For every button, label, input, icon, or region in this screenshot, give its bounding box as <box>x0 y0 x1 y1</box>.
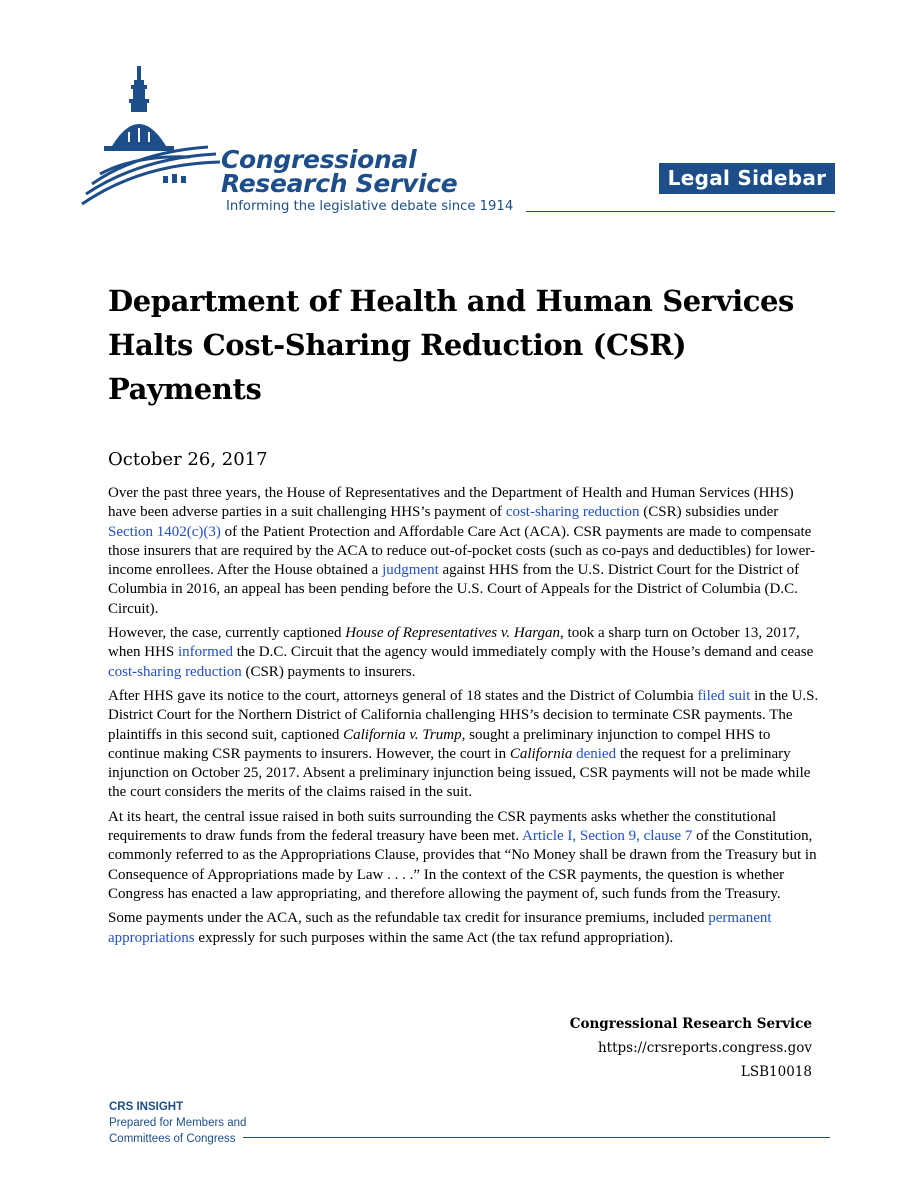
crs-capitol-dome-logo <box>80 64 220 219</box>
text-run: of the Constitution, commonly referred to as the Appropriations Clause, provides that “No Money shall be drawn from the Treasury but in Consequence of Appropriations made by Law . . . .” In the context of the CSR payments, the question is whether Congress has enacted a law appropriating, and therefore allowing the payment of, such funds from the Treasury. <box>108 828 817 902</box>
product-id: LSB10018 <box>740 1064 812 1080</box>
link-cost-sharing-reduction[interactable]: cost-sharing reduction <box>505 504 640 521</box>
case-name: California v. Trump <box>343 726 462 743</box>
link-section-1402[interactable]: Section 1402(c)(3) <box>108 523 221 540</box>
article-title: Department of Health and Human Services Halts Cost-Sharing Reduction (CSR) Payments <box>108 284 794 406</box>
org-tagline: Informing the legislative debate since 1914 <box>226 199 514 214</box>
org-name-line2: Research Service <box>221 169 458 198</box>
paragraph-1 <box>108 484 820 619</box>
link-informed[interactable]: informed <box>178 644 233 661</box>
publisher-url[interactable]: https://crsreports.congress.gov <box>597 1040 812 1056</box>
footer-divider <box>243 1137 830 1138</box>
paragraph-3 <box>108 687 820 803</box>
paragraph-2 <box>108 624 820 682</box>
text-run: , took a sharp turn on October 13, 2017, when HHS <box>108 625 800 661</box>
text-run: expressly for such purposes within the same Act (the tax refund appropriation). <box>194 929 674 946</box>
text-run: the D.C. Circuit that the agency would immediately comply with the House’s demand and cease <box>232 644 814 661</box>
text-run: (CSR) subsidies under <box>639 504 779 521</box>
article-date: October 26, 2017 <box>108 449 268 470</box>
insight-line-2: Committees of Congress <box>109 1133 236 1145</box>
text-run: After HHS gave its notice to the court, attorneys general of 18 states and the District of Columbia <box>108 687 698 704</box>
paragraph-5 <box>108 909 820 948</box>
article-body <box>108 484 820 953</box>
crs-insight-block <box>109 1099 246 1147</box>
link-filed-suit[interactable]: filed suit <box>697 687 751 704</box>
text-run: of the Patient Protection and Affordable Care Act (ACA). CSR payments are made to compensate those insurers that are required by the ACA to reduce out-of-pocket costs (such as co-pays and deductibles) for lower-income enrollees. After the House obtained a <box>108 523 815 579</box>
text-run: the request for a preliminary injunction on October 25, 2017. Absent a preliminary injunction being issued, CSR payments will not be made while the court considers the merits of the claims raised in the suit. <box>108 745 811 801</box>
link-article-i-section-9[interactable]: Article I, Section 9, clause 7 <box>522 828 693 845</box>
text-run: Some payments under the ACA, such as the refundable tax credit for insurance premiums, included <box>108 910 709 927</box>
insight-line-1: Prepared for Members and <box>109 1117 247 1129</box>
link-cost-sharing-reduction-2[interactable]: cost-sharing reduction <box>108 663 242 680</box>
text-run: However, the case, currently captioned <box>108 625 346 642</box>
text-run: against HHS from the U.S. District Court for the District of Columbia in 2016, an appeal has been pending before the U.S. Court of Appeals for the District of Columbia (D.C. Circuit). <box>108 562 800 617</box>
link-judgment[interactable]: judgment <box>382 562 439 579</box>
text-run: Over the past three years, the House of Representatives and the Department of Health and Human Services (HHS) have been adverse parties in a suit challenging HHS’s payment of <box>108 485 794 521</box>
case-name: California <box>509 745 573 762</box>
text-run: in the U.S. District Court for the Northern District of California challenging HHS’s decision to terminate CSR payments. The plaintiffs in this second suit, captioned <box>108 687 819 743</box>
case-name: House of Representatives v. Hargan <box>345 625 561 642</box>
publisher-info <box>570 1012 812 1084</box>
header-divider <box>526 211 835 212</box>
publisher-name: Congressional Research Service <box>569 1016 812 1032</box>
legal-sidebar-badge: Legal Sidebar <box>659 163 835 194</box>
paragraph-4 <box>108 808 820 904</box>
text-run: At its heart, the central issue raised in both suits surrounding the CSR payments asks whether the constitutional requirements to draw funds from the federal treasury have been met. <box>108 808 777 845</box>
text-run: (CSR) payments to insurers. <box>241 663 416 680</box>
insight-heading: CRS INSIGHT <box>109 1101 184 1113</box>
org-name-line1: Congressional <box>221 145 417 174</box>
link-denied[interactable]: denied <box>576 745 617 762</box>
text-run: , sought a preliminary injunction to compel HHS to continue making CSR payments to insurers. However, the court in <box>108 726 771 762</box>
link-permanent-appropriations[interactable]: permanent appropriations <box>108 910 772 946</box>
